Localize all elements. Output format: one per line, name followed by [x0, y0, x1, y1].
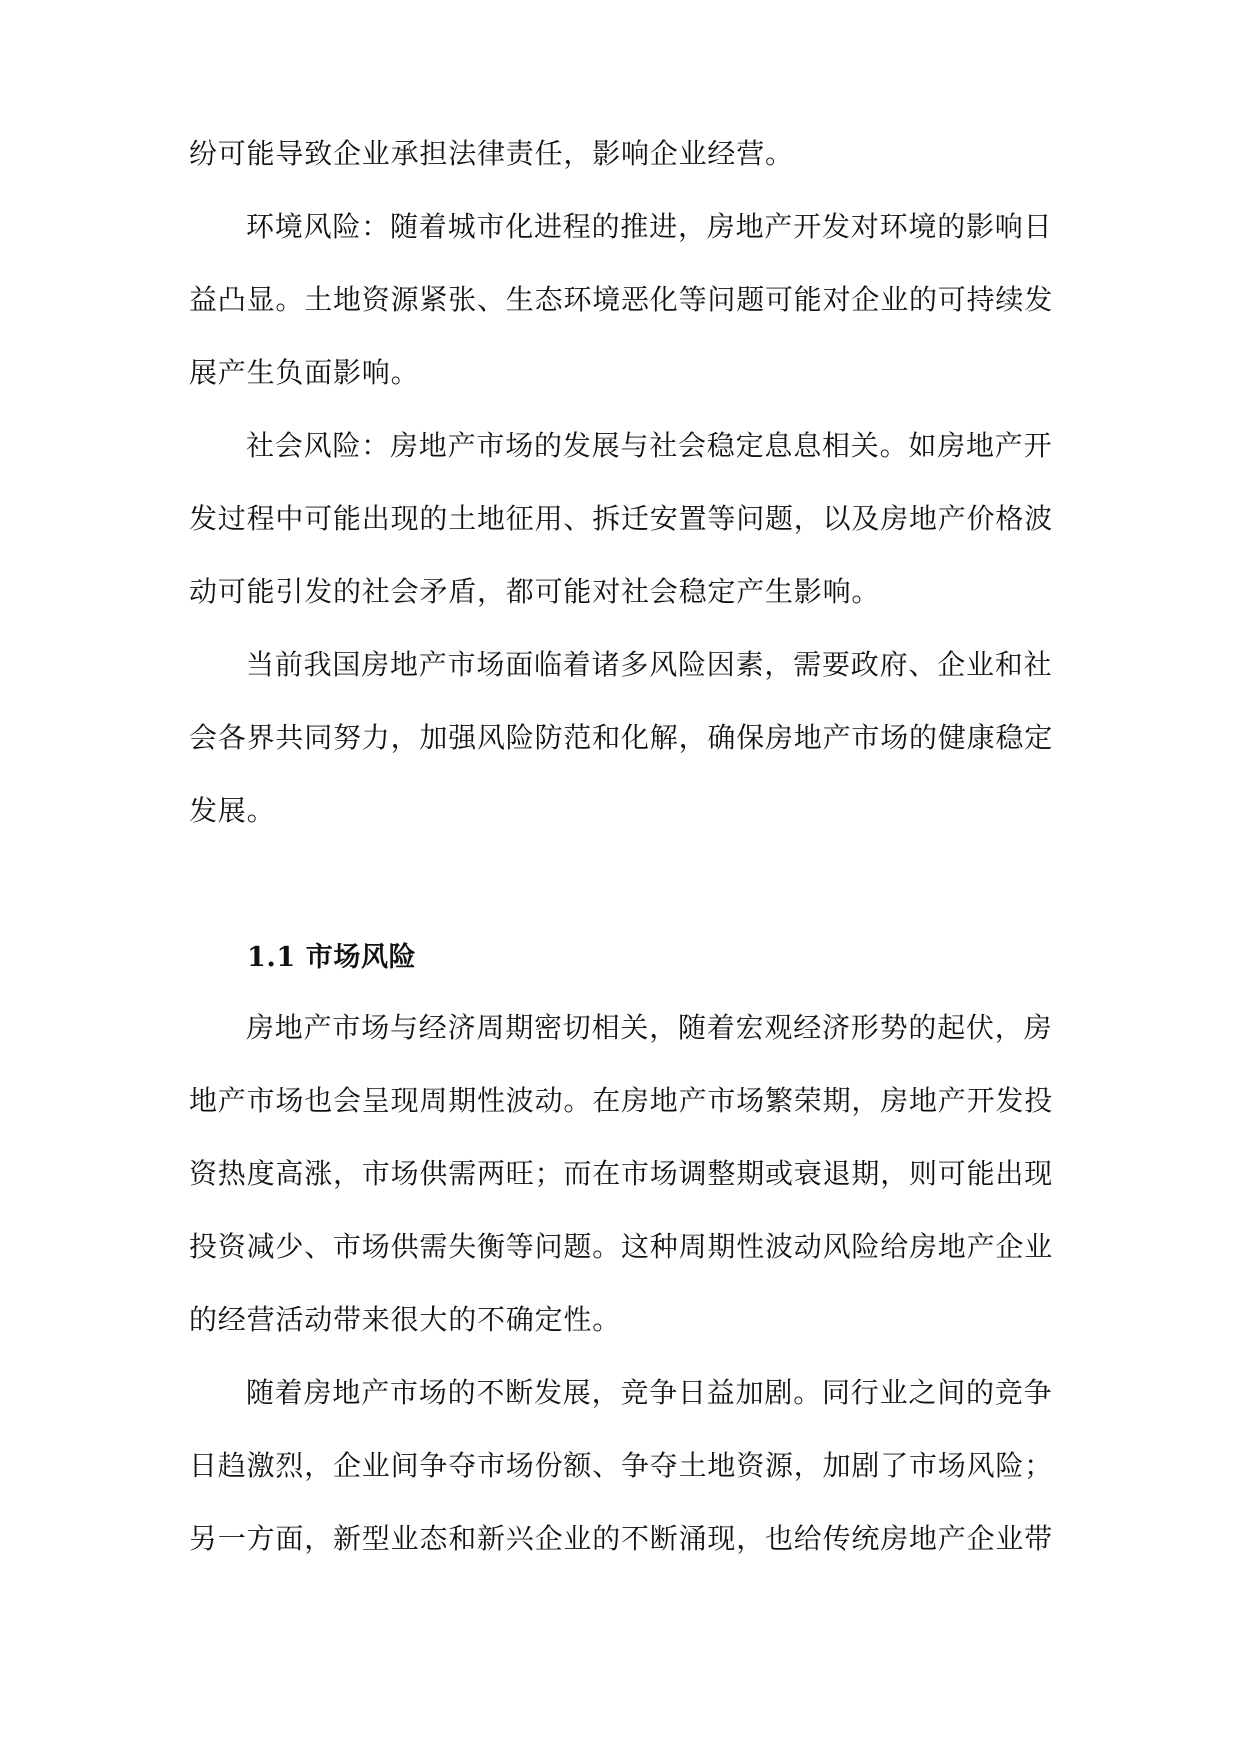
paragraph-line: 当前我国房地产市场面临着诸多风险因素，需要政府、企业和社 — [246, 648, 1053, 681]
top-text-block — [189, 117, 1059, 847]
paragraph-line: 益凸显。土地资源紧张、生态环境恶化等问题可能对企业的可持续发 — [189, 283, 1054, 316]
section-heading: 1.1 市场风险 — [247, 942, 417, 973]
paragraph-line: 动可能引发的社会矛盾，都可能对社会稳定产生影响。 — [189, 575, 881, 608]
paragraph-line: 环境风险：随着城市化进程的推进，房地产开发对环境的影响日 — [246, 210, 1053, 243]
paragraph-line: 社会风险：房地产市场的发展与社会稳定息息相关。如房地产开 — [246, 429, 1053, 462]
paragraph-line: 发展。 — [189, 794, 276, 827]
paragraph-line: 房地产市场与经济周期密切相关，随着宏观经济形势的起伏，房 — [246, 1011, 1053, 1044]
paragraph-line: 随着房地产市场的不断发展，竞争日益加剧。同行业之间的竞争 — [246, 1376, 1053, 1409]
paragraph-line: 发过程中可能出现的土地征用、拆迁安置等问题，以及房地产价格波 — [189, 502, 1054, 535]
bottom-text-block — [189, 991, 1059, 1575]
paragraph-line: 日趋激烈，企业间争夺市场份额、争夺土地资源，加剧了市场风险； — [189, 1449, 1054, 1482]
paragraph-line: 资热度高涨，市场供需两旺；而在市场调整期或衰退期，则可能出现 — [189, 1157, 1054, 1190]
paragraph-line: 投资减少、市场供需失衡等问题。这种周期性波动风险给房地产企业 — [189, 1230, 1054, 1263]
paragraph-line: 另一方面，新型业态和新兴企业的不断涌现，也给传统房地产企业带 — [189, 1522, 1054, 1555]
paragraph-line: 地产市场也会呈现周期性波动。在房地产市场繁荣期，房地产开发投 — [189, 1084, 1054, 1117]
paragraph-line: 纷可能导致企业承担法律责任，影响企业经营。 — [189, 137, 794, 170]
paragraph-line: 会各界共同努力，加强风险防范和化解，确保房地产市场的健康稳定 — [189, 721, 1054, 754]
paragraph-line: 展产生负面影响。 — [189, 356, 420, 389]
paragraph-line: 的经营活动带来很大的不确定性。 — [189, 1303, 622, 1336]
